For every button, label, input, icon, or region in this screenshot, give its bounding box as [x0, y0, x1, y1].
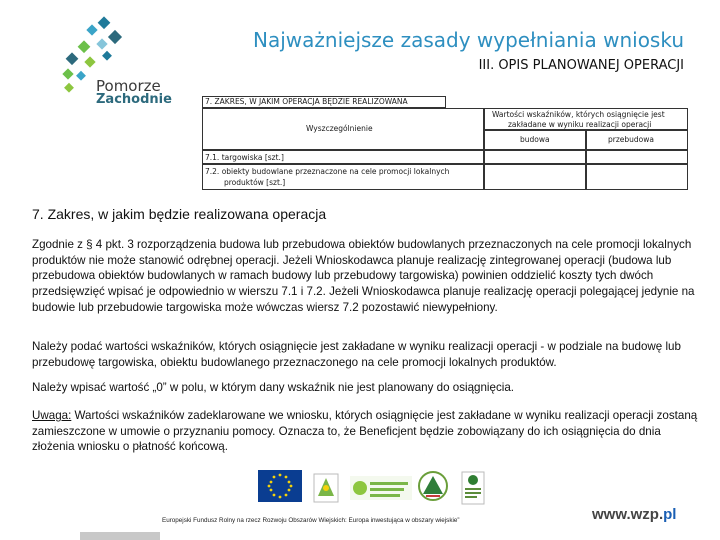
site-url-main: www.wzp. [592, 506, 664, 523]
note-text: Wartości wskaźników zadeklarowane we wniosku, których osiągnięcie jest zakładane w wyniku realizacji operacji zostaną zamieszczone w umowie o przyznaniu pomocy. Oznacza to, że Beneficjent będzie zobowiązany do ich osiągnięcia do dnia złożenia wniosku o płatność końcową. [32, 409, 698, 454]
form-row2-label-line2: produktów [szt.] [224, 178, 286, 187]
section-heading: 7. Zakres, w jakim będzie realizowana operacja [32, 206, 327, 222]
form-row1-build-value[interactable] [484, 150, 586, 164]
ksow-logo-icon [350, 476, 412, 500]
rural-development-logo-icon [419, 472, 447, 500]
site-url-link[interactable] [592, 506, 676, 523]
form-row1-rebuild-value[interactable] [586, 150, 688, 164]
footer-logos [258, 466, 508, 508]
form-section-label: 7. ZAKRES, W JAKIM OPERACJA BĘDZIE REALIZOWANA [205, 97, 408, 106]
form-col-build: budowa [520, 135, 550, 144]
bottom-decorative-bar [80, 532, 160, 540]
prow-logo-icon [462, 472, 484, 504]
site-url-tld: pl [663, 506, 677, 523]
paragraph-note [32, 408, 702, 455]
paragraph-scope-rules: Zgodnie z § 4 pkt. 3 rozporządzenia budowa lub przebudowa obiektów budowlanych przeznaczonych na cele promocji lokalnych produktów nie może stanowić odrębnej operacji. Jeżeli Wnioskodawca planuje realizację zintegrowanej operacji (budowa lub przebudowa obiektów budowlanych w ramach budowy lub przebudowy targowiska) powinien oddzielić koszty tych dwóch przedsięwzięć wpisać je odpowiednio w wierszu 7.1 i 7.2. Jeżeli Wnioskodawca planuje realizację operacji polegającej jedynie na budowie lub przebudowie targowiska może wówczas wiersz 7.2 pozostawić niewypełniony. [32, 238, 695, 314]
page-title: Najważniejsze zasady wypełniania wniosku [253, 28, 684, 52]
form-col-rebuild: przebudowa [608, 135, 654, 144]
form-col-spec: Wyszczególnienie [306, 124, 373, 133]
logo-text-pomorze: Pomorze [96, 77, 161, 95]
footer-caption: Europejski Fundusz Rolny na rzecz Rozwoju Obszarów Wiejskich: Europa inwestująca w obszary wiejskie” [162, 517, 460, 524]
form-row2-build-value[interactable] [484, 164, 586, 190]
page-subtitle: III. OPIS PLANOWANEJ OPERACJI [478, 58, 684, 73]
leader-logo-icon [314, 474, 338, 502]
note-label: Uwaga: [32, 409, 72, 422]
paragraph-indicator-values: Należy podać wartości wskaźników, których osiągnięcie jest zakładane w wyniku realizacji operacji - w podziale na budowę lub przebudowę targowiska, obiektu budowlanego przeznaczonego na cele promocji lokalnych produktów. [32, 340, 681, 369]
form-row1-label: 7.1. targowiska [szt.] [205, 153, 284, 162]
form-row2-rebuild-value[interactable] [586, 164, 688, 190]
form-excerpt-table [202, 96, 688, 190]
form-col-values-line2: zakładane w wyniku realizacji operacji [508, 120, 652, 129]
form-col-values-line1: Wartości wskaźników, których osiągnięcie jest [492, 110, 665, 119]
eu-flag-icon [258, 470, 302, 502]
logo-text-zachodnie: Zachodnie [96, 92, 172, 107]
paragraph-zero-value: Należy wpisać wartość „0” w polu, w którym dany wskaźnik nie jest planowany do osiągnięcia. [32, 381, 514, 394]
form-row2-label-line1: 7.2. obiekty budowlane przeznaczone na cele promocji lokalnych [205, 167, 450, 176]
